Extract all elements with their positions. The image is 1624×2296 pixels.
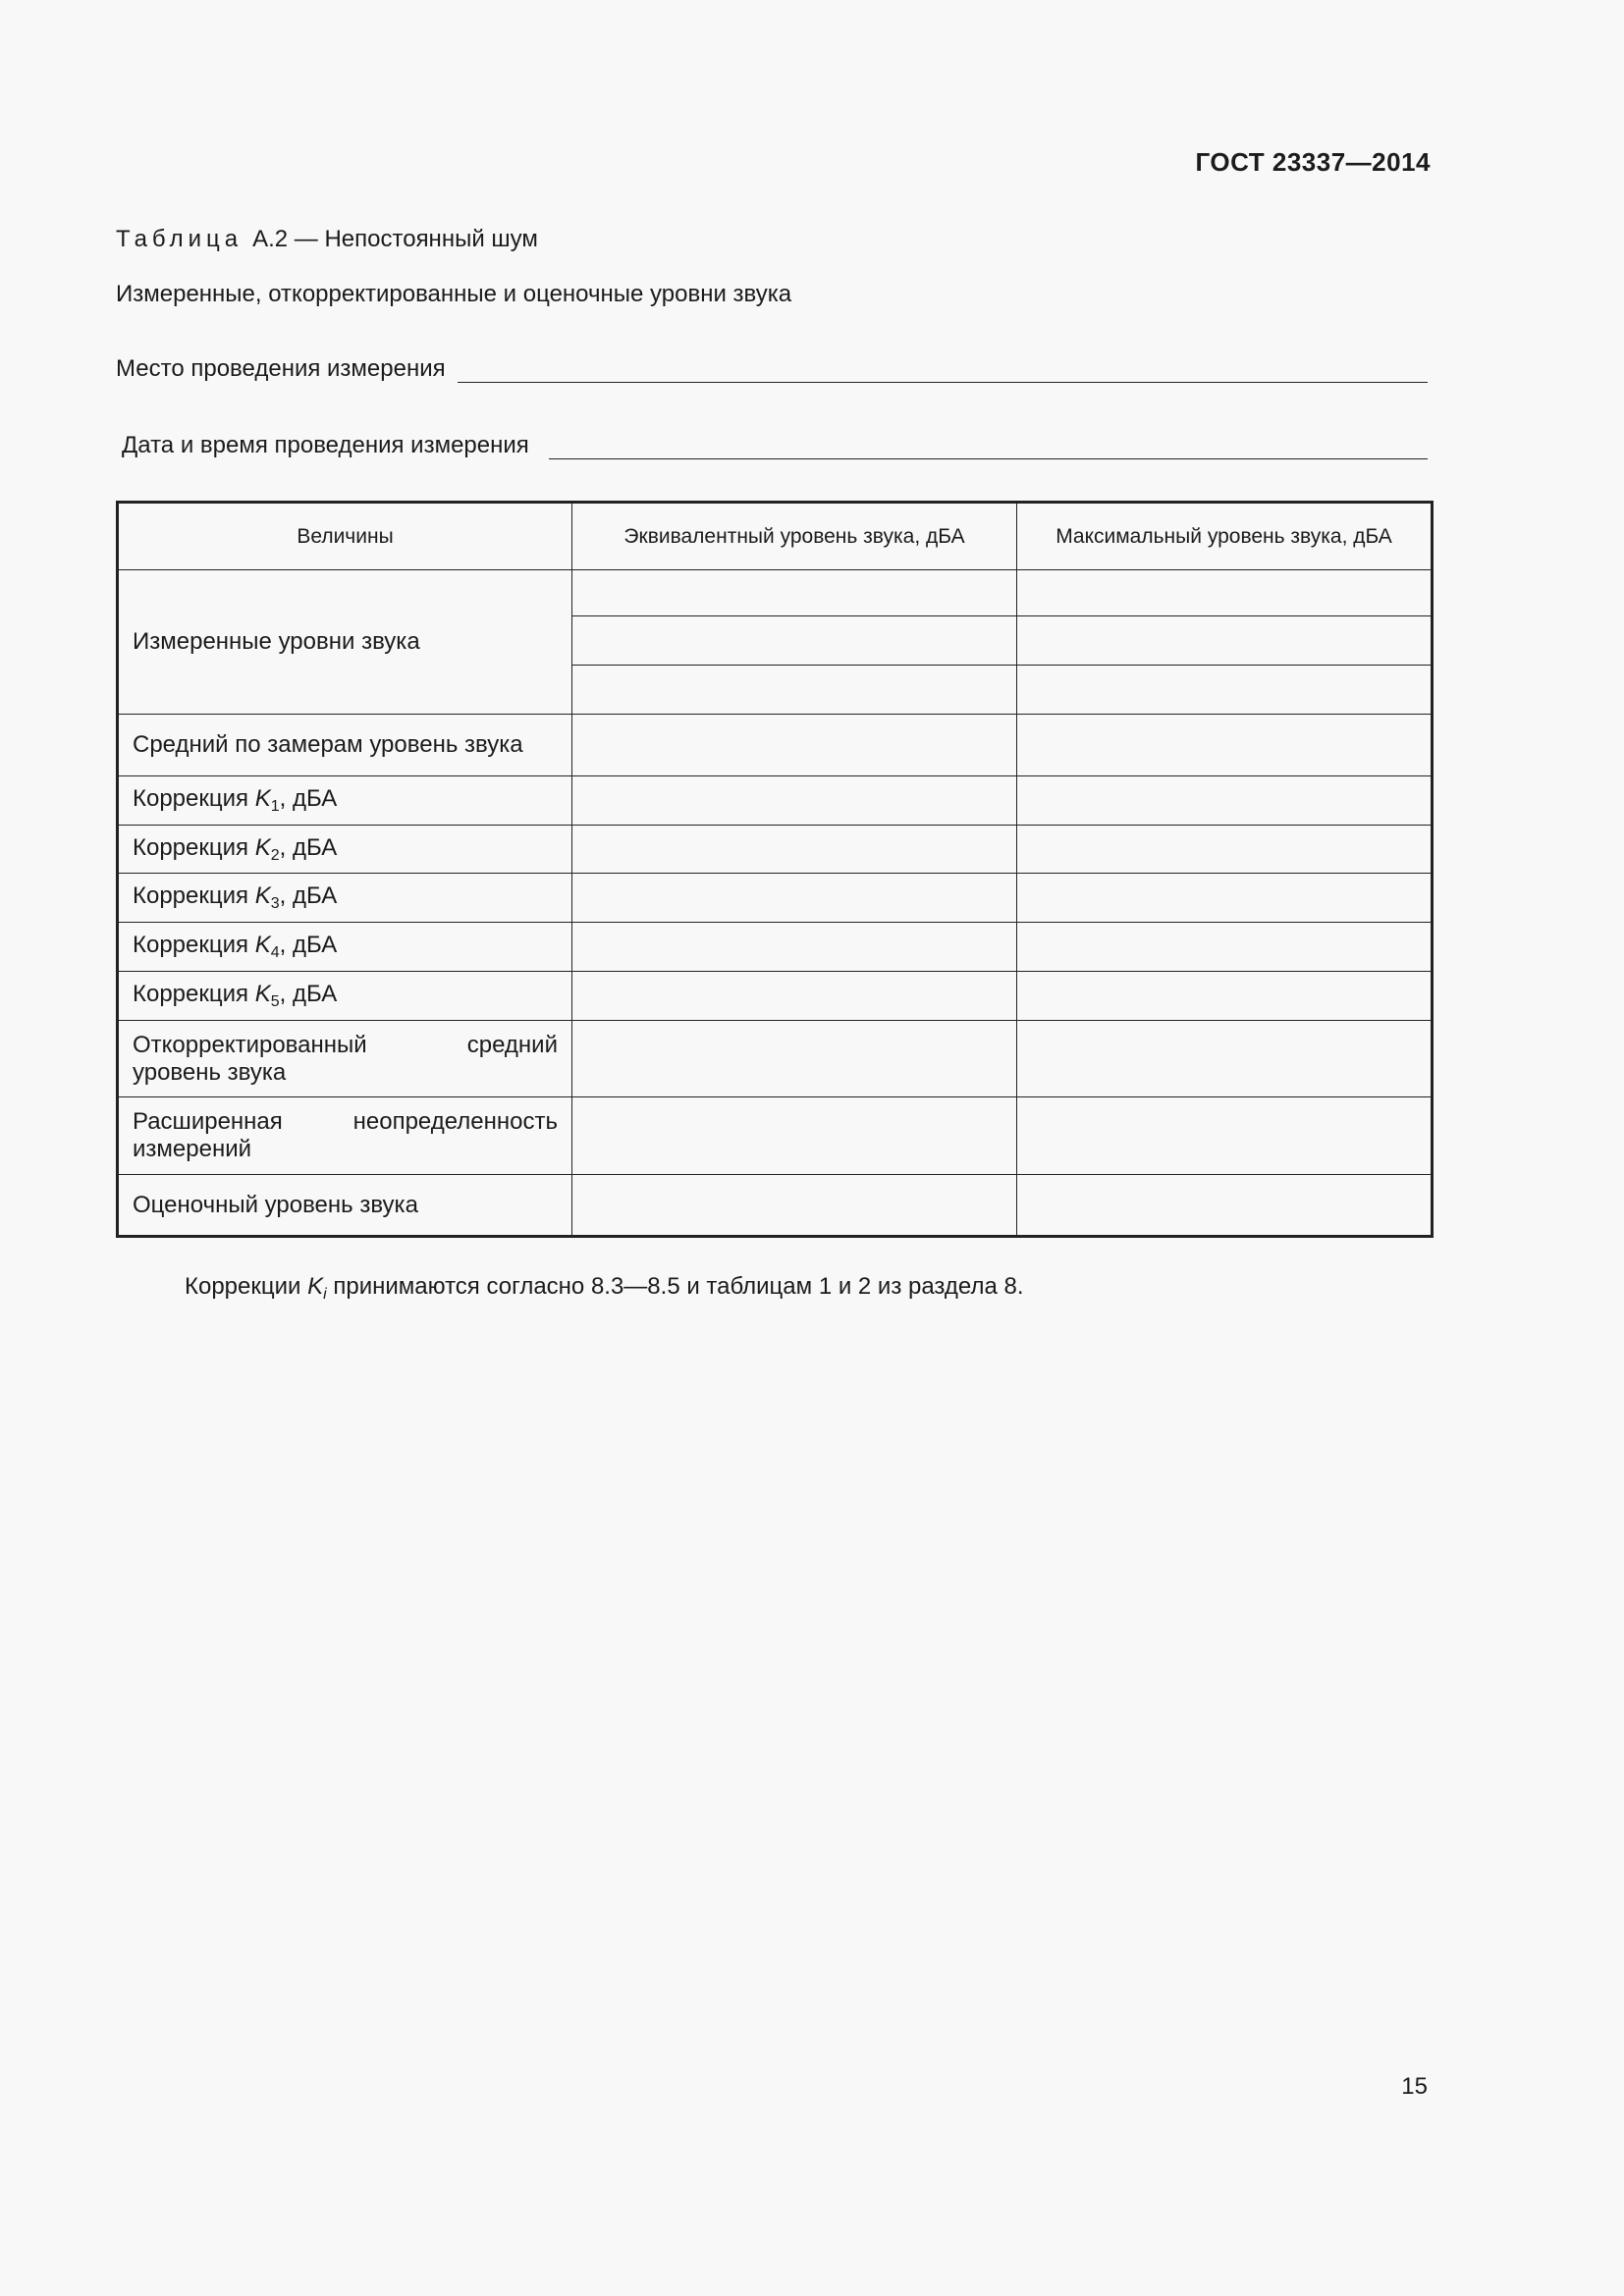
- cell-measured-3-max[interactable]: [1017, 666, 1433, 715]
- standard-code: ГОСТ 23337—2014: [1195, 147, 1431, 177]
- label-correction-4: Коррекция $K_4$, дБА: [118, 923, 572, 972]
- label-rating-level: Оценочный уровень звука: [118, 1175, 572, 1237]
- label-correction-2: Коррекция $K_2$, дБА: [118, 826, 572, 874]
- label-average-level: Средний по замерам уровень звука: [118, 715, 572, 776]
- measurement-datetime-field: [122, 432, 1428, 459]
- measurement-place-label: Место проведения измерения: [116, 355, 446, 382]
- label-measured-levels: Измеренные уровни звука: [118, 570, 572, 715]
- note-prefix: Коррекции: [185, 1273, 301, 1300]
- table-caption: [116, 226, 538, 253]
- table-row-rating: [118, 1175, 1433, 1237]
- table-subtitle: Измеренные, откорректированные и оценочные уровни звука: [116, 281, 792, 307]
- label-corrected-average: Откорректированный средний уровень звука: [118, 1021, 572, 1097]
- table-note: [185, 1273, 1024, 1304]
- measurement-place-line[interactable]: [458, 356, 1428, 383]
- label-correction-5: Коррекция $K_5$, дБА: [118, 972, 572, 1021]
- caption-prefix: Таблица: [116, 226, 244, 252]
- cell-measured-1-equivalent[interactable]: [572, 570, 1017, 616]
- cell-correction-3-equivalent[interactable]: [572, 874, 1017, 923]
- label-correction-3: Коррекция $K_3$, дБА: [118, 874, 572, 923]
- cell-average-max[interactable]: [1017, 715, 1433, 776]
- header-equivalent-level: Эквивалентный уровень звука, дБА: [572, 503, 1017, 570]
- cell-uncertainty-equivalent[interactable]: [572, 1097, 1017, 1175]
- cell-average-equivalent[interactable]: [572, 715, 1017, 776]
- table-row-measured-1: [118, 570, 1433, 616]
- cell-correction-4-max[interactable]: [1017, 923, 1433, 972]
- table-row-average: [118, 715, 1433, 776]
- cell-rating-equivalent[interactable]: [572, 1175, 1017, 1237]
- note-var: K: [307, 1273, 324, 1300]
- cell-correction-5-max[interactable]: [1017, 972, 1433, 1021]
- cell-measured-2-equivalent[interactable]: [572, 616, 1017, 666]
- caption-text: А.2 — Непостоянный шум: [252, 226, 538, 252]
- cell-correction-1-max[interactable]: [1017, 776, 1433, 826]
- cell-measured-2-max[interactable]: [1017, 616, 1433, 666]
- cell-correction-4-equivalent[interactable]: [572, 923, 1017, 972]
- note-index: i: [323, 1286, 327, 1303]
- label-correction-1: Коррекция $K_1$, дБА: [118, 776, 572, 826]
- cell-uncertainty-max[interactable]: [1017, 1097, 1433, 1175]
- cell-measured-3-equivalent[interactable]: [572, 666, 1017, 715]
- measurement-datetime-label: Дата и время проведения измерения: [122, 432, 529, 458]
- cell-correction-3-max[interactable]: [1017, 874, 1433, 923]
- note-text: принимаются согласно 8.3—8.5 и таблицам 1 и 2 из раздела 8.: [326, 1273, 1024, 1300]
- header-max-level: Максимальный уровень звука, дБА: [1017, 503, 1433, 570]
- cell-corrected-equivalent[interactable]: [572, 1021, 1017, 1097]
- table-row-correction-1: [118, 776, 1433, 826]
- cell-correction-2-equivalent[interactable]: [572, 826, 1017, 874]
- table-row-correction-2: [118, 826, 1433, 874]
- cell-corrected-max[interactable]: [1017, 1021, 1433, 1097]
- measurement-table: [116, 501, 1434, 1238]
- cell-correction-5-equivalent[interactable]: [572, 972, 1017, 1021]
- table-row-correction-4: [118, 923, 1433, 972]
- cell-measured-1-max[interactable]: [1017, 570, 1433, 616]
- header-quantities: Величины: [118, 503, 572, 570]
- table-header-row: [118, 503, 1433, 570]
- cell-correction-1-equivalent[interactable]: [572, 776, 1017, 826]
- table-row-uncertainty: [118, 1097, 1433, 1175]
- cell-correction-2-max[interactable]: [1017, 826, 1433, 874]
- table-row-correction-5: [118, 972, 1433, 1021]
- page-number: 15: [1401, 2073, 1428, 2100]
- measurement-place-field: [116, 355, 1428, 383]
- cell-rating-max[interactable]: [1017, 1175, 1433, 1237]
- label-expanded-uncertainty: Расширенная неопределенность измерений: [118, 1097, 572, 1175]
- table-row-corrected: [118, 1021, 1433, 1097]
- table-row-correction-3: [118, 874, 1433, 923]
- measurement-datetime-line[interactable]: [549, 433, 1428, 459]
